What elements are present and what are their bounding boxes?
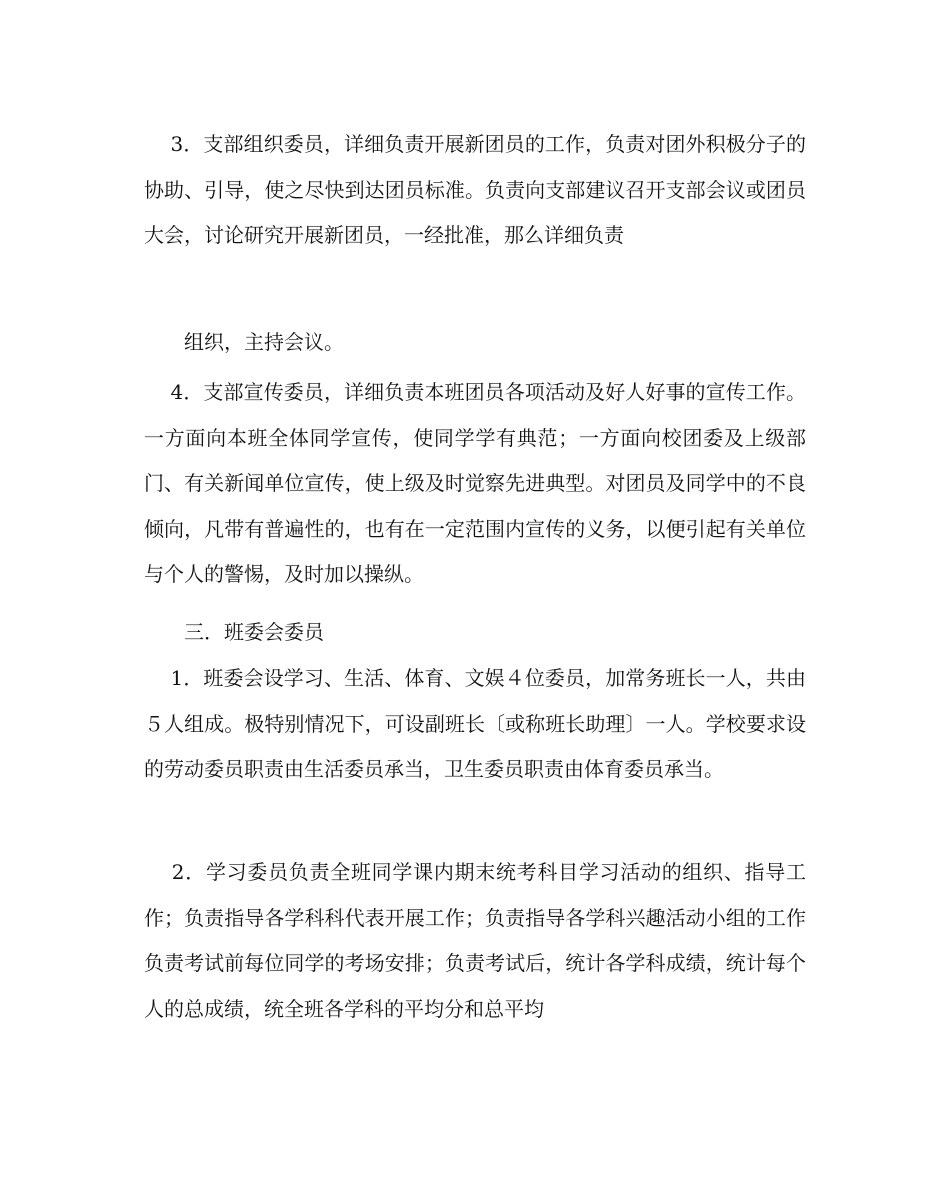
paragraph-propaganda-committee: 4．支部宣传委员，详细负责本班团员各项活动及好人好事的宣传工作。一方面向本班全体同学宣传，使同学学有典范；一方面向校团委及上级部门、有关新闻单位宣传，使上级及时觉察先进典型。对团员及同学中的不良倾向，凡带有普遍性的，也有在一定范围内宣传的义务，以便引起有关单位与个人的警惕，及时加以操纵。 xyxy=(144,380,806,586)
paragraph-continuation: 组织，主持会议。 xyxy=(144,330,344,354)
section-heading-class-committee: 三．班委会委员 xyxy=(144,620,324,644)
paragraph-organization-committee: 3．支部组织委员，详细负责开展新团员的工作，负责对团外积极分子的协助、引导，使之尽快到达团员标准。负责向支部建议召开支部会议或团员大会，讨论研究开展新团员，一经批准，那么详细负责 xyxy=(144,132,806,247)
paragraph-class-committee-composition: 1．班委会设学习、生活、体育、文娱４位委员，加常务班长一人，共由５人组成。极特别情况下，可设副班长〔或称班长助理〕一人。学校要求设的劳动委员职责由生活委员承当，卫生委员职责由体育委员承当。 xyxy=(144,666,806,781)
paragraph-study-committee: 2．学习委员负责全班同学课内期末统考科目学习活动的组织、指导工作；负责指导各学科科代表开展工作；负责指导各学科兴趣活动小组的工作负责考试前每位同学的考场安排；负责考试后，统计各学科成绩，统计每个人的总成绩，统全班各学科的平均分和总平均 xyxy=(144,860,806,1021)
